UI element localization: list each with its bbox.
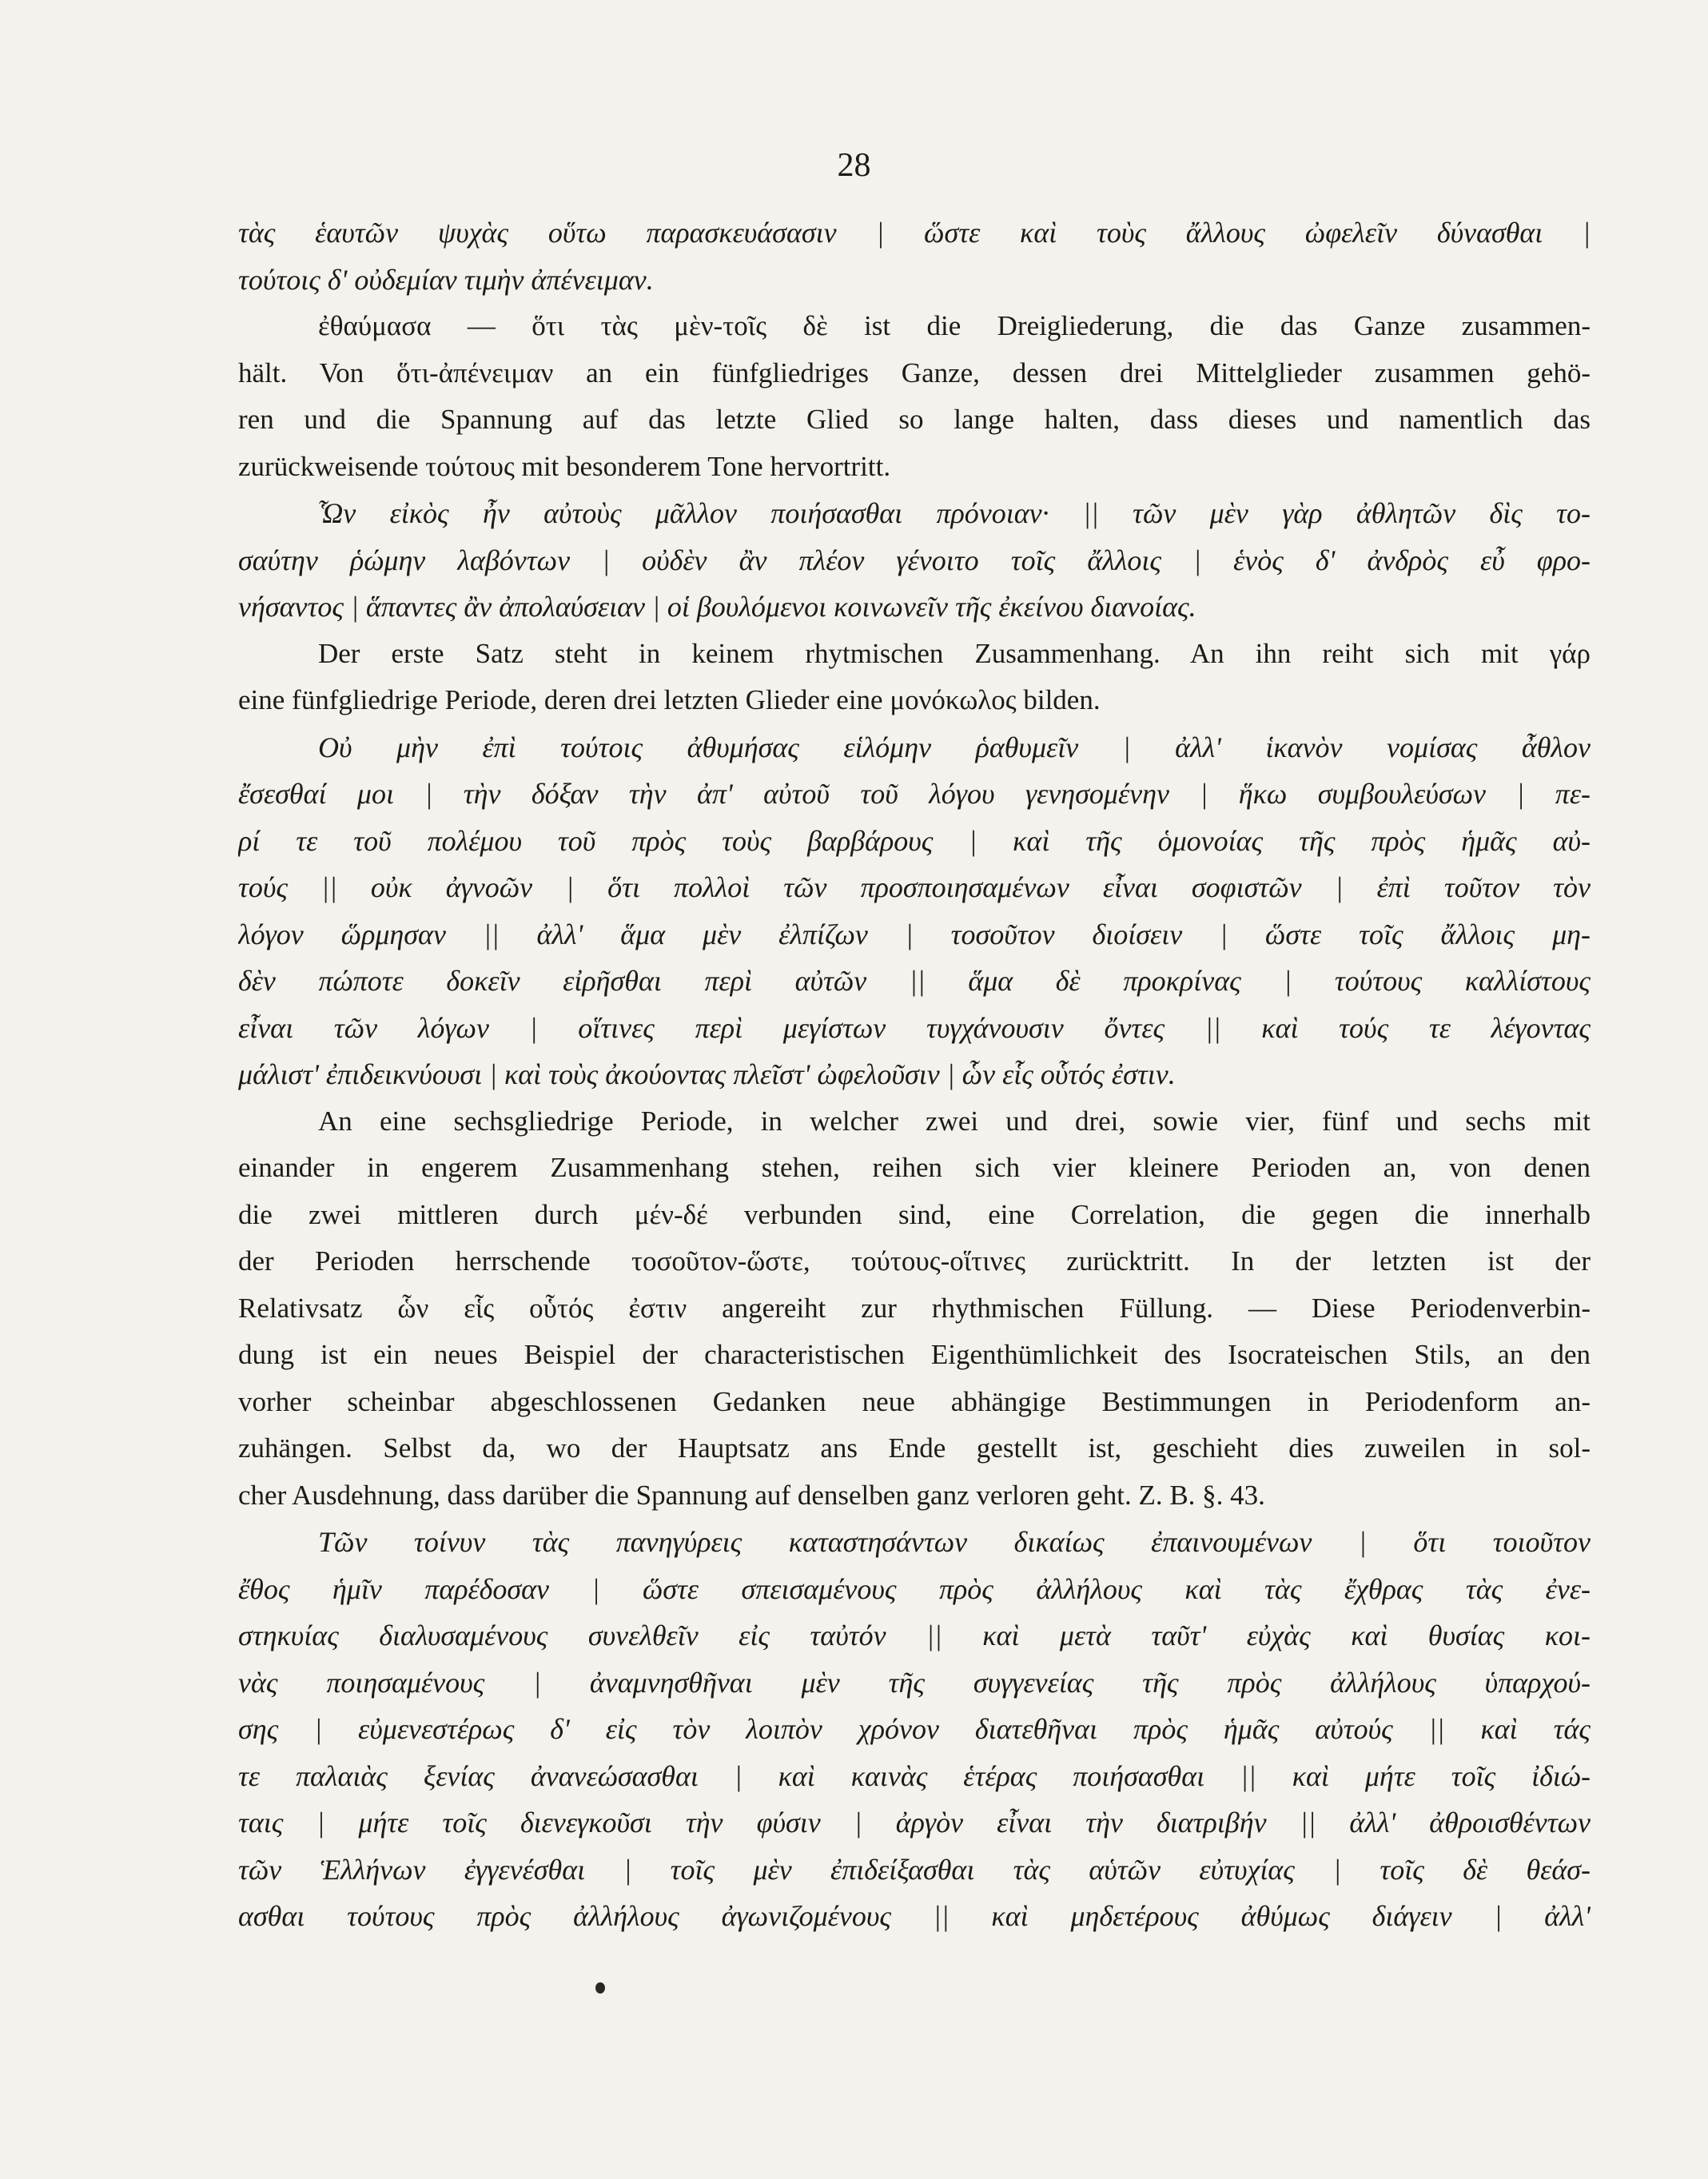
- page-number: 28: [837, 147, 871, 184]
- text-line: einander in engerem Zusammenhang stehen, reihen sich vier kleinere Perioden an, von denen: [238, 1152, 1591, 1183]
- text-line: μάλιστ' ἐπιδεικνύουσι | καὶ τοὺς ἀκούοντας πλεῖστ' ὠφελοῦσιν | ὧν εἷς οὗτός ἐστιν.: [238, 1058, 1176, 1090]
- text-line: ren und die Spannung auf das letzte Glied so lange halten, dass dieses und namentlich das: [238, 404, 1591, 435]
- text-line: Der erste Satz steht in keinem rhytmischen Zusammenhang. An ihn reiht sich mit γάρ: [318, 637, 1591, 669]
- text-line: zurückweisende τούτους mit besonderem Tone hervortritt.: [238, 450, 891, 482]
- text-line: τῶν Ἑλλήνων ἐγγενέσθαι | τοῖς μὲν ἐπιδείξασθαι τὰς αὑτῶν εὐτυχίας | τοῖς δὲ θεάσ-: [238, 1853, 1591, 1886]
- ink-speck: [595, 1982, 605, 1994]
- text-line: zuhängen. Selbst da, wo der Hauptsatz ans Ende gestellt ist, geschieht dies zuweilen in sol-: [238, 1432, 1591, 1464]
- text-line: σης | εὐμενεστέρως δ' εἰς τὸν λοιπὸν χρόνον διατεθῆναι πρὸς ἡμᾶς αὐτούς || καὶ τάς: [238, 1713, 1591, 1745]
- text-line: cher Ausdehnung, dass darüber die Spannung auf denselben ganz verloren geht. Z. B. §. 43.: [238, 1479, 1265, 1511]
- text-line: νήσαντος | ἅπαντες ἂν ἀπολαύσειαν | οἱ βουλόμενοι κοινωνεῖν τῆς ἐκείνου διανοίας.: [238, 591, 1196, 623]
- text-line: eine fünfgliedrige Periode, deren drei letzten Glieder eine μονόκωλος bilden.: [238, 684, 1101, 715]
- text-line: ασθαι τούτους πρὸς ἀλλήλους ἀγωνιζομένους || καὶ μηδετέρους ἀθύμως διάγειν | ἀλλ': [238, 1900, 1591, 1932]
- text-line: τὰς ἑαυτῶν ψυχὰς οὕτω παρασκευάσασιν | ὥστε καὶ τοὺς ἄλλους ὠφελεῖν δύνασθαι |: [238, 217, 1591, 249]
- text-line: στηκυίας διαλυσαμένους συνελθεῖν εἰς ταὐτόν || καὶ μετὰ ταῦτ' εὐχὰς καὶ θυσίας κοι-: [238, 1619, 1591, 1651]
- text-line: εἶναι τῶν λόγων | οἵτινες περὶ μεγίστων τυγχάνουσιν ὄντες || καὶ τούς τε λέγοντας: [238, 1011, 1591, 1044]
- text-line: δὲν πώποτε δοκεῖν εἰρῆσθαι περὶ αὐτῶν || ἅμα δὲ προκρίνας | τούτους καλλίστους: [238, 965, 1591, 997]
- text-line: ἔθος ἡμῖν παρέδοσαν | ὥστε σπεισαμένους πρὸς ἀλλήλους καὶ τὰς ἔχθρας τὰς ἐνε-: [238, 1572, 1591, 1605]
- text-line: ταις | μήτε τοῖς διενεγκοῦσι τὴν φύσιν | ἀργὸν εἶναι τὴν διατριβήν || ἀλλ' ἀθροισθέντων: [238, 1807, 1591, 1838]
- text-line: τούτοις δ' οὐδεμίαν τιμὴν ἀπένειμαν.: [238, 263, 654, 296]
- text-line: An eine sechsgliedrige Periode, in welcher zwei und drei, sowie vier, fünf und sechs mit: [318, 1105, 1591, 1137]
- text-line: Relativsatz ὧν εἷς οὗτός ἐστιν angereiht zur rhythmischen Füllung. — Diese Periodenverbin-: [238, 1292, 1591, 1324]
- text-line: Τῶν τοίνυν τὰς πανηγύρεις καταστησάντων δικαίως ἐπαινουμένων | ὅτι τοιοῦτον: [318, 1526, 1591, 1558]
- text-line: τε παλαιὰς ξενίας ἀνανεώσασθαι | καὶ καινὰς ἑτέρας ποιήσασθαι || καὶ μήτε τοῖς ἰδιώ-: [238, 1759, 1591, 1792]
- text-line: ἐθαύμασα — ὅτι τὰς μὲν-τοῖς δὲ ist die Dreigliederung, die das Ganze zusammen-: [318, 310, 1591, 341]
- text-line: dung ist ein neues Beispiel der characteristischen Eigenthümlichkeit des Isocrateischen Stils, an den: [238, 1339, 1591, 1370]
- text-line: ἔσεσθαί μοι | τὴν δόξαν τὴν ἀπ' αὐτοῦ τοῦ λόγου γενησομένην | ἥκω συμβουλεύσων | πε-: [238, 778, 1591, 810]
- text-line: vorher scheinbar abgeschlossenen Gedanken neue abhängige Bestimmungen in Periodenform an-: [238, 1385, 1591, 1417]
- text-line: νὰς ποιησαμένους | ἀναμνησθῆναι μὲν τῆς συγγενείας τῆς πρὸς ἀλλήλους ὑπαρχού-: [238, 1666, 1591, 1699]
- page-body: [238, 209, 1591, 1940]
- text-line: der Perioden herrschende τοσοῦτον-ὥστε, τούτους-οἵτινες zurücktritt. In der letzten ist der: [238, 1245, 1591, 1277]
- text-line: λόγον ὥρμησαν || ἀλλ' ἅμα μὲν ἐλπίζων | τοσοῦτον διοίσειν | ὥστε τοῖς ἄλλοις μη-: [238, 918, 1591, 950]
- text-line: Οὐ μὴν ἐπὶ τούτοις ἀθυμήσας εἱλόμην ῥαθυμεῖν | ἀλλ' ἱκανὸν νομίσας ἆθλον: [318, 731, 1591, 763]
- text-line: die zwei mittleren durch μέν-δέ verbunden sind, eine Correlation, die gegen die innerhalb: [238, 1198, 1591, 1230]
- text-line: τούς || οὐκ ἀγνοῶν | ὅτι πολλοὶ τῶν προσποιησαμένων εἶναι σοφιστῶν | ἐπὶ τοῦτον τὸν: [238, 871, 1591, 903]
- text-line: σαύτην ῥώμην λαβόντων | οὐδὲν ἂν πλέον γένοιτο τοῖς ἄλλοις | ἑνὸς δ' ἀνδρὸς εὖ φρο-: [238, 544, 1591, 576]
- text-line: ρί τε τοῦ πολέμου τοῦ πρὸς τοὺς βαρβάρους | καὶ τῆς ὁμονοίας τῆς πρὸς ἡμᾶς αὐ-: [238, 824, 1591, 857]
- text-line: Ὧν εἰκὸς ἦν αὐτοὺς μᾶλλον ποιήσασθαι πρόνοιαν· || τῶν μὲν γὰρ ἀθλητῶν δὶς το-: [318, 497, 1591, 529]
- text-line: hält. Von ὅτι-ἀπένειμαν an ein fünfgliedriges Ganze, dessen drei Mittelglieder zusammen gehö-: [238, 357, 1591, 388]
